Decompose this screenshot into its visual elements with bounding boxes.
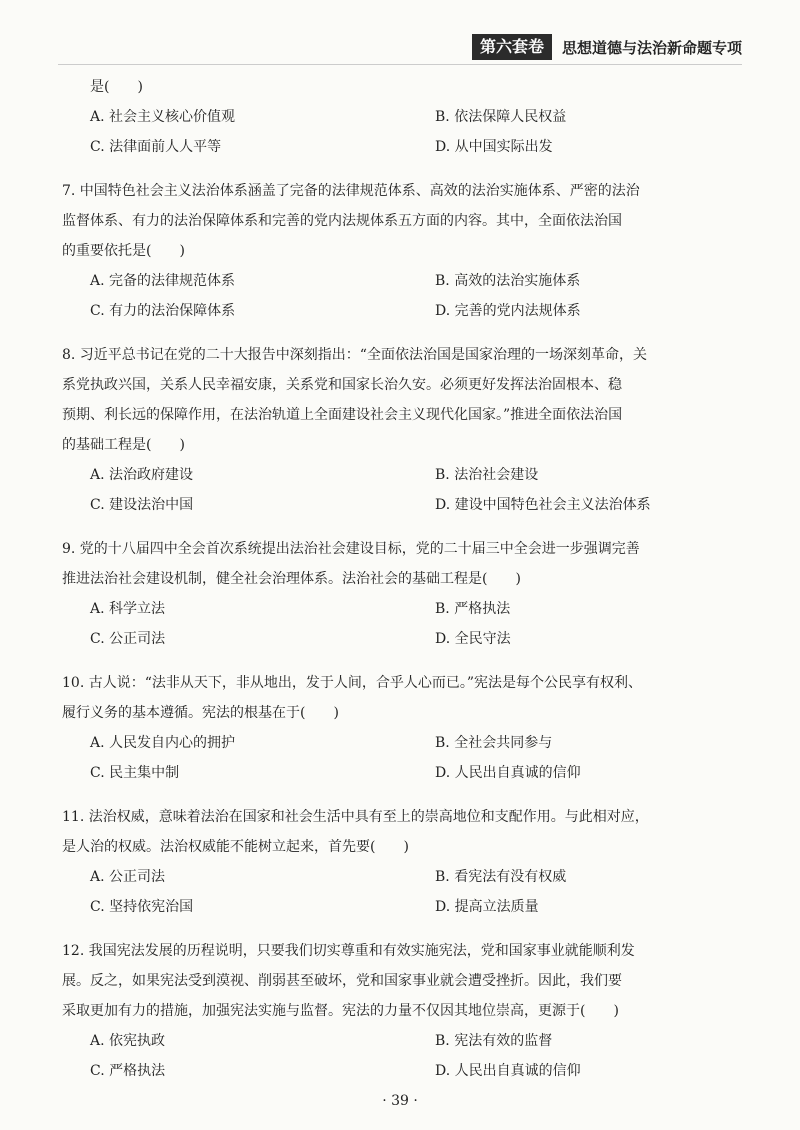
option-d: D. 从中国实际出发 [435, 139, 553, 155]
option-a: A. 完备的法律规范体系 [90, 273, 236, 289]
option-c: C. 严格执法 [90, 1063, 166, 1079]
option-c: C. 法律面前人人平等 [90, 139, 222, 155]
option-c: C. 民主集中制 [90, 765, 180, 781]
question-stem-line: 是人治的权威。法治权威能不能树立起来，首先要( ) [62, 839, 409, 855]
question-stem-line: 12. 我国宪法发展的历程说明，只要我们切实尊重和有效实施宪法，党和国家事业就能顺利发 [62, 943, 635, 959]
option-d: D. 人民出自真诚的信仰 [435, 765, 581, 781]
question-11 [62, 802, 750, 922]
question-9 [62, 534, 750, 654]
question-stem-line: 是( ) [90, 79, 143, 95]
option-b: B. 严格执法 [435, 601, 511, 617]
option-b: B. 全社会共同参与 [435, 735, 553, 751]
option-a: A. 公正司法 [90, 869, 166, 885]
question-stem-line: 9. 党的十八届四中全会首次系统提出法治社会建设目标，党的二十届三中全会进一步强调完善 [62, 541, 640, 557]
question-stem-line: 10. 古人说：“法非从天下，非从地出，发于人间，合乎人心而已。”宪法是每个公民享有权利、 [62, 675, 643, 691]
question-stem-line: 的重要依托是( ) [62, 243, 185, 259]
question-stem-line: 8. 习近平总书记在党的二十大报告中深刻指出：“全面依法治国是国家治理的一场深刻革命，关 [62, 347, 647, 363]
options [90, 594, 750, 654]
page-header [472, 34, 742, 60]
question-stem-line: 推进法治社会建设机制，健全社会治理体系。法治社会的基础工程是( ) [62, 571, 521, 587]
question-stem-line: 监督体系、有力的法治保障体系和完善的党内法规体系五方面的内容。其中，全面依法治国 [62, 213, 622, 229]
question-stem-line: 预期、利长远的保障作用，在法治轨道上全面建设社会主义现代化国家。”推进全面依法治国 [62, 407, 623, 423]
option-d: D. 人民出自真诚的信仰 [435, 1063, 581, 1079]
option-a: A. 社会主义核心价值观 [90, 109, 236, 125]
question-stem-line: 履行义务的基本遵循。宪法的根基在于( ) [62, 705, 339, 721]
option-a: A. 科学立法 [90, 601, 166, 617]
question-stem-line: 展。反之，如果宪法受到漠视、削弱甚至破坏，党和国家事业就会遭受挫折。因此，我们要 [62, 973, 622, 989]
option-b: B. 高效的法治实施体系 [435, 273, 581, 289]
question-7 [62, 176, 750, 326]
option-d: D. 完善的党内法规体系 [435, 303, 581, 319]
option-b: B. 依法保障人民权益 [435, 109, 567, 125]
option-d: D. 提高立法质量 [435, 899, 539, 915]
question-stem-line: 系党执政兴国，关系人民幸福安康，关系党和国家长治久安。必须更好发挥法治固根本、稳 [62, 377, 622, 393]
question-6 [90, 72, 750, 162]
question-stem-line: 的基础工程是( ) [62, 437, 185, 453]
question-stem-line: 11. 法治权威，意味着法治在国家和社会生活中具有至上的崇高地位和支配作用。与此相对应， [62, 809, 649, 825]
option-d: D. 全民守法 [435, 631, 511, 647]
header-title: 思想道德与法治新命题专项 [561, 38, 742, 57]
options [90, 102, 750, 162]
header-divider [58, 64, 742, 65]
option-b: B. 宪法有效的监督 [435, 1033, 553, 1049]
question-8 [62, 340, 750, 520]
section-tag: 第六套卷 [472, 34, 552, 60]
option-a: A. 法治政府建设 [90, 467, 194, 483]
options [90, 728, 750, 788]
options [90, 266, 750, 326]
option-b: B. 看宪法有没有权威 [435, 869, 567, 885]
option-b: B. 法治社会建设 [435, 467, 539, 483]
question-stem-line: 采取更加有力的措施，加强宪法实施与监督。宪法的力量不仅因其地位崇高，更源于( ) [62, 1003, 619, 1019]
question-list [62, 72, 750, 1086]
option-c: C. 建设法治中国 [90, 497, 194, 513]
options [90, 460, 750, 520]
page-number: · 39 · [382, 1093, 418, 1109]
question-12 [62, 936, 750, 1086]
option-d: D. 建设中国特色社会主义法治体系 [435, 497, 651, 513]
question-stem-line: 7. 中国特色社会主义法治体系涵盖了完备的法律规范体系、高效的法治实施体系、严密的法治 [62, 183, 640, 199]
option-c: C. 公正司法 [90, 631, 166, 647]
option-c: C. 有力的法治保障体系 [90, 303, 236, 319]
question-10 [62, 668, 750, 788]
options [90, 862, 750, 922]
option-a: A. 人民发自内心的拥护 [90, 735, 236, 751]
options [90, 1026, 750, 1086]
option-c: C. 坚持依宪治国 [90, 899, 194, 915]
option-a: A. 依宪执政 [90, 1033, 166, 1049]
